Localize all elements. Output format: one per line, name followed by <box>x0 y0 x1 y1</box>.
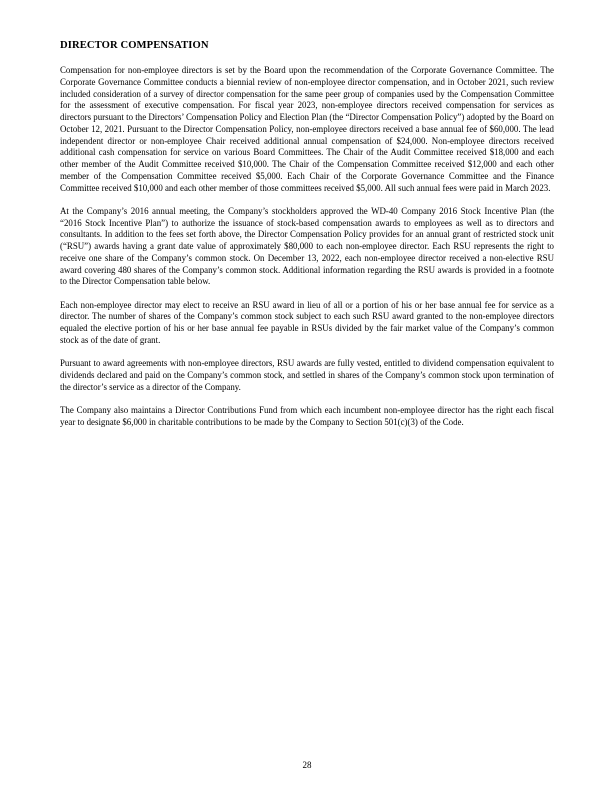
paragraph-contributions-fund: The Company also maintains a Director Contributions Fund from which each incumbent non-employee director has the right each fiscal year to designate $6,000 in charitable contributions to be made by the Company to Section 501(c)(3) of the Code. <box>60 404 554 427</box>
document-page <box>60 40 554 440</box>
paragraph-compensation-overview: Compensation for non-employee directors is set by the Board upon the recommendation of the Corporate Governance Committee. The Corporate Governance Committee conducts a biennial review of non-employee director compensation, and in October 2021, such review included consideration of a survey of director compensation for the same peer group of companies used by the Compensation Committee for the assessment of executive compensation. For fiscal year 2023, non-employee directors received compensation for services as directors pursuant to the Directors’ Compensation Policy and Election Plan (the “Director Compensation Policy”) adopted by the Board on October 12, 2021. Pursuant to the Director Compensation Policy, non-employee directors received a base annual fee of $60,000. The lead independent director or non-employee Chair received additional annual compensation of $24,000. Non-employee directors received additional cash compensation for service on various Board Committees. The Chair of the Audit Committee received $18,000 and each other member of the Audit Committee received $10,000. The Chair of the Compensation Committee received $12,000 and each other member of the Compensation Committee received $5,000. Each Chair of the Corporate Governance Committee and the Finance Committee received $10,000 and each other member of those committees received $5,000. All such annual fees were paid in March 2023. <box>60 65 554 193</box>
section-title: DIRECTOR COMPENSATION <box>60 40 209 51</box>
paragraph-stock-incentive-plan: At the Company’s 2016 annual meeting, the Company’s stockholders approved the WD-40 Company 2016 Stock Incentive Plan (the “2016 Stock Incentive Plan”) to authorize the issuance of stock-based compensation awards to employees as well as to directors and consultants. In addition to the fees set forth above, the Director Compensation Policy provides for an annual grant of restricted stock unit (“RSU”) awards having a grant date value of approximately $80,000 to each non-employee director. Each RSU represents the right to receive one share of the Company’s common stock. On December 13, 2022, each non-employee director received a non-elective RSU award covering 480 shares of the Company’s common stock. Additional information regarding the RSU awards is provided in a footnote to the Director Compensation table below. <box>60 205 554 287</box>
page-number: 28 <box>302 760 312 770</box>
paragraph-award-agreements: Pursuant to award agreements with non-employee directors, RSU awards are fully vested, entitled to dividend compensation equivalent to dividends declared and paid on the Company’s common stock, and settled in shares of the Company’s common stock upon termination of the director’s service as a director of the Company. <box>60 358 554 392</box>
paragraph-rsu-election: Each non-employee director may elect to receive an RSU award in lieu of all or a portion of his or her base annual fee for service as a director. The number of shares of the Company’s common stock subject to each such RSU award granted to the non-employee directors equaled the elective portion of his or her base annual fee payable in RSUs divided by the fair market value of the Company’s common stock as of the date of grant. <box>60 299 554 345</box>
